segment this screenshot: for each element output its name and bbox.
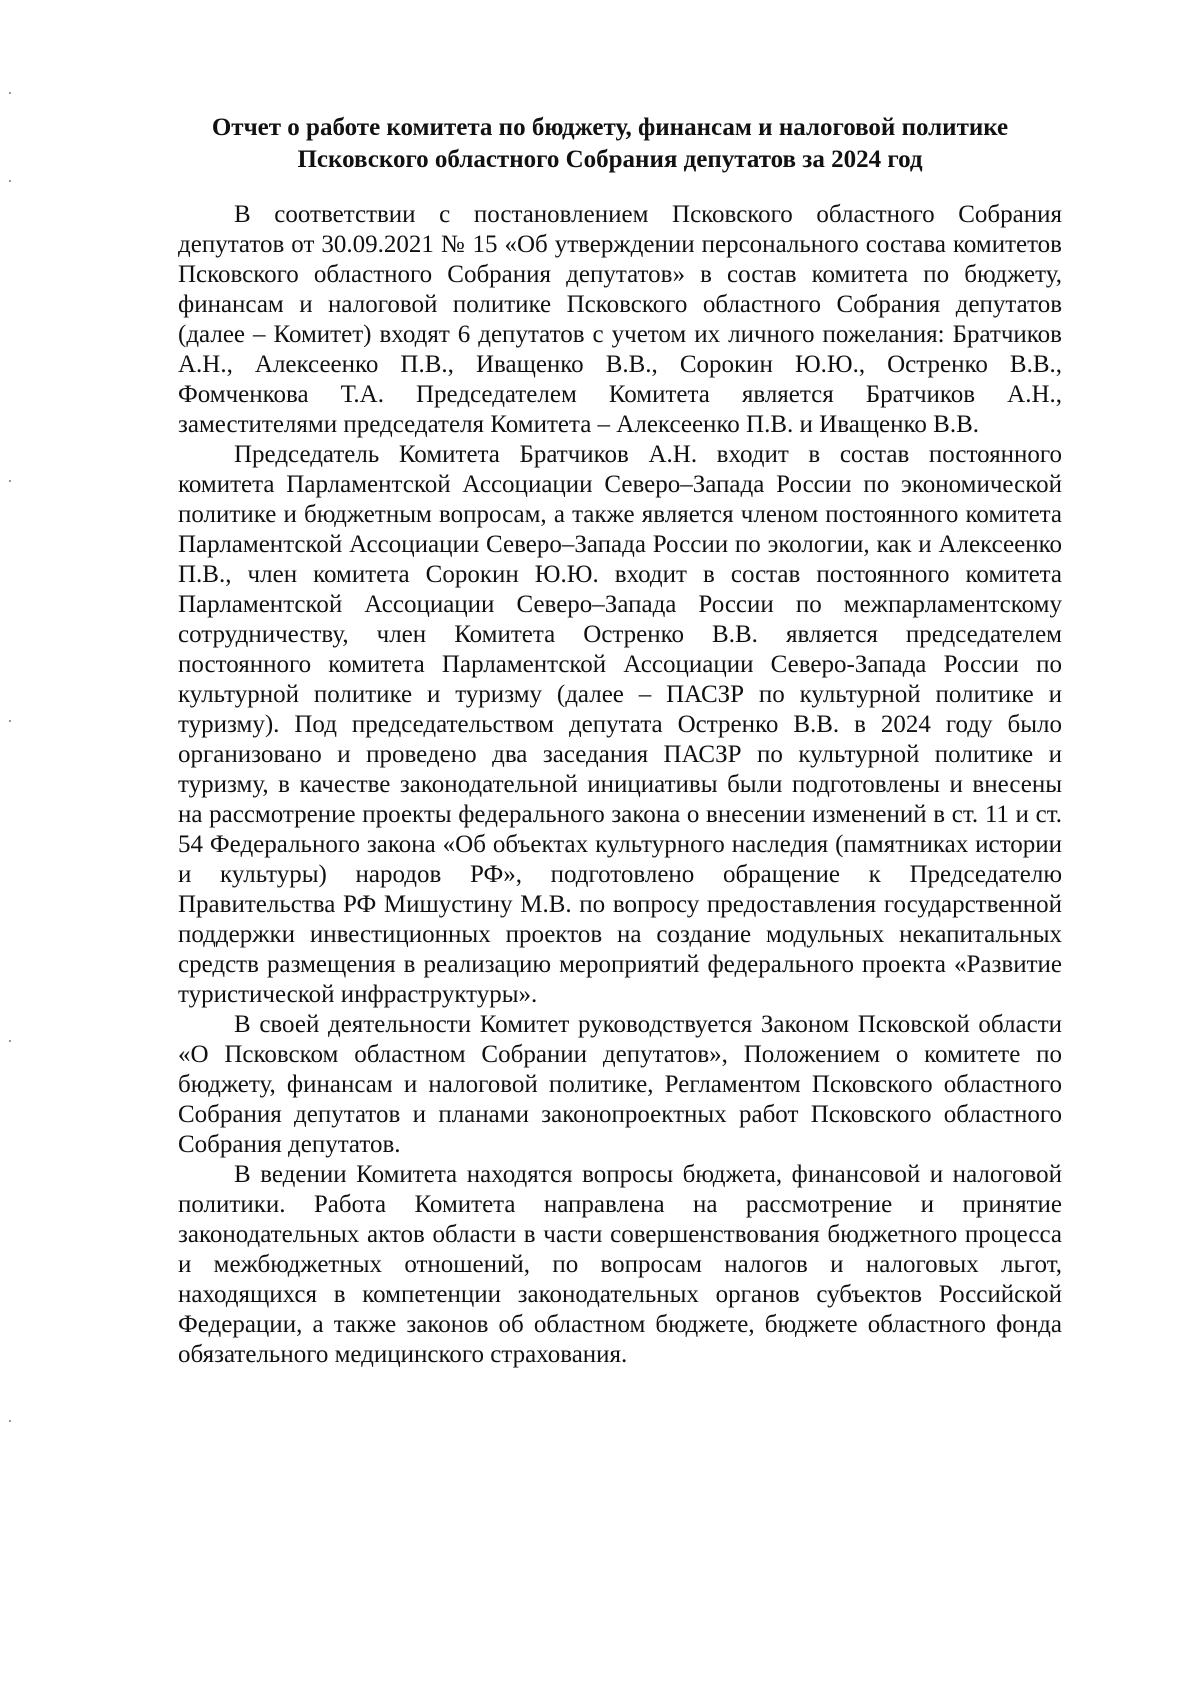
paragraph-competence: В ведении Комитета находятся вопросы бюджета, финансовой и налоговой политики. Работа Комитета направлена на рассмотрение и принятие законодательных актов области в части совершенствования бюджетного процесса и межбюджетных отношений, по вопросам налогов и налоговых льгот, находящихся в компетенции законодательных органов субъектов Российской Федерации, а также законов об областном бюджете, бюджете областного фонда обязательного медицинского страхования. xyxy=(178,1161,1062,1368)
document-body xyxy=(178,200,1062,1370)
scan-speck xyxy=(9,720,11,722)
document-title xyxy=(160,112,1060,176)
paragraph-association: Председатель Комитета Братчиков А.Н. входит в состав постоянного комитета Парламентской Ассоциации Северо–Запада России по экономической политике и бюджетным вопросам, а также является членом постоянного комитета Парламентской Ассоциации Северо–Запада России по экологии, как и Алексеенко П.В., член комитета Сорокин Ю.Ю. входит в состав постоянного комитета Парламентской Ассоциации Северо–Запада России по межпарламентскому сотрудничеству, член Комитета Остренко В.В. является председателем постоянного комитета Парламентской Ассоциации Северо-Запада России по культурной политике и туризму (далее – ПАСЗР по культурной политике и туризму). Под председательством депутата Остренко В.В. в 2024 году было организовано и проведено два заседания ПАСЗР по культурной политике и туризму, в качестве законодательной инициативы были подготовлены и внесены на рассмотрение проекты федерального закона о внесении изменений в ст. 11 и ст. 54 Федерального закона «Об объектах культурного наследия (памятниках истории и культуры) народов РФ», подготовлено обращение к Председателю Правительства РФ Мишустину М.В. по вопросу предоставления государственной поддержки инвестиционных проектов на создание модульных некапитальных средств размещения в реализацию мероприятий федерального проекта «Развитие туристической инфраструктуры». xyxy=(178,441,1062,1008)
paragraph-regulations: В своей деятельности Комитет руководствуется Законом Псковской области «О Псковском областном Собрании депутатов», Положением о комитете по бюджету, финансам и налоговой политике, Регламентом Псковского областного Собрания депутатов и планами законопроектных работ Псковского областного Собрания депутатов. xyxy=(178,1011,1062,1158)
paragraph-membership: В соответствии с постановлением Псковского областного Собрания депутатов от 30.09.2021 № 15 «Об утверждении персонального состава комитетов Псковского областного Собрания депутатов» в состав комитета по бюджету, финансам и налоговой политике Псковского областного Собрания депутатов (далее – Комитет) входят 6 депутатов с учетом их личного пожелания: Братчиков А.Н., Алексеенко П.В., Иващенко В.В., Сорокин Ю.Ю., Остренко В.В., Фомченкова Т.А. Председателем Комитета является Братчиков А.Н., заместителями председателя Комитета – Алексеенко П.В. и Иващенко В.В. xyxy=(178,201,1062,438)
scan-speck xyxy=(9,1420,11,1422)
scan-speck xyxy=(9,180,11,182)
title-line-1: Отчет о работе комитета по бюджету, финансам и налоговой политике xyxy=(211,114,1009,141)
scan-speck xyxy=(9,1040,11,1042)
scan-speck xyxy=(9,480,11,482)
title-line-2: Псковского областного Собрания депутатов за 2024 год xyxy=(297,146,923,173)
scan-speck xyxy=(9,92,11,94)
